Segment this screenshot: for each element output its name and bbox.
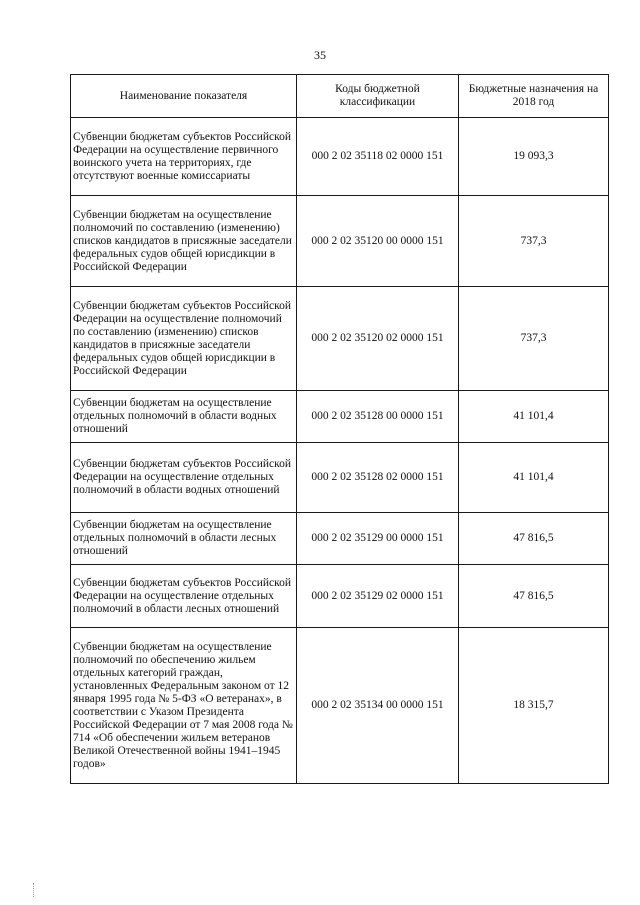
row-budget-code: 000 2 02 35118 02 0000 151 xyxy=(297,118,459,196)
margin-mark xyxy=(33,883,35,897)
row-budget-amount: 47 816,5 xyxy=(459,565,609,628)
row-indicator-name: Субвенции бюджетам на осуществление полномочий по составлению (изменению) списков кандидатов в присяжные заседатели федеральных судов общей юрисдикции в Российской Федерации xyxy=(71,196,297,287)
row-budget-amount: 737,3 xyxy=(459,287,609,391)
row-budget-amount: 41 101,4 xyxy=(459,391,609,443)
table-header-row xyxy=(71,75,609,118)
header-budget-amount: Бюджетные назначения на 2018 год xyxy=(459,75,609,118)
row-indicator-name: Субвенции бюджетам субъектов Российской Федерации на осуществление первичного воинского учета на территориях, где отсутствуют военные комиссариаты xyxy=(71,118,297,196)
row-budget-code: 000 2 02 35134 00 0000 151 xyxy=(297,628,459,784)
table-row xyxy=(71,391,609,443)
header-budget-code: Коды бюджетной классификации xyxy=(297,75,459,118)
table-row xyxy=(71,118,609,196)
row-indicator-name: Субвенции бюджетам субъектов Российской Федерации на осуществление отдельных полномочий в области лесных отношений xyxy=(71,565,297,628)
row-budget-code: 000 2 02 35128 00 0000 151 xyxy=(297,391,459,443)
table-row xyxy=(71,628,609,784)
row-budget-amount: 19 093,3 xyxy=(459,118,609,196)
row-indicator-name: Субвенции бюджетам на осуществление отдельных полномочий в области лесных отношений xyxy=(71,513,297,565)
row-indicator-name: Субвенции бюджетам субъектов Российской Федерации на осуществление отдельных полномочий в области водных отношений xyxy=(71,443,297,513)
row-budget-code: 000 2 02 35129 02 0000 151 xyxy=(297,565,459,628)
row-indicator-name: Субвенции бюджетам субъектов Российской Федерации на осуществление полномочий по составлению (изменению) списков кандидатов в присяжные заседатели федеральных судов общей юрисдикции в Российской Федерации xyxy=(71,287,297,391)
table-row xyxy=(71,443,609,513)
header-indicator-name: Наименование показателя xyxy=(71,75,297,118)
row-budget-amount: 41 101,4 xyxy=(459,443,609,513)
row-budget-code: 000 2 02 35129 00 0000 151 xyxy=(297,513,459,565)
page-number: 35 xyxy=(314,48,326,62)
row-budget-code: 000 2 02 35120 02 0000 151 xyxy=(297,287,459,391)
budget-table xyxy=(70,74,609,784)
row-indicator-name: Субвенции бюджетам на осуществление полномочий по обеспечению жильем отдельных категорий граждан, установленных Федеральным законом от 12 января 1995 года № 5-ФЗ «О ветеранах», в соответствии с Указом Президента Российской Федерации от 7 мая 2008 года № 714 «Об обеспечении жильем ветеранов Великой Отечественной войны 1941–1945 годов» xyxy=(71,628,297,784)
table-row xyxy=(71,287,609,391)
row-budget-amount: 47 816,5 xyxy=(459,513,609,565)
table-row xyxy=(71,513,609,565)
row-indicator-name: Субвенции бюджетам на осуществление отдельных полномочий в области водных отношений xyxy=(71,391,297,443)
row-budget-code: 000 2 02 35120 00 0000 151 xyxy=(297,196,459,287)
row-budget-code: 000 2 02 35128 02 0000 151 xyxy=(297,443,459,513)
table-row xyxy=(71,196,609,287)
row-budget-amount: 18 315,7 xyxy=(459,628,609,784)
row-budget-amount: 737,3 xyxy=(459,196,609,287)
table-row xyxy=(71,565,609,628)
